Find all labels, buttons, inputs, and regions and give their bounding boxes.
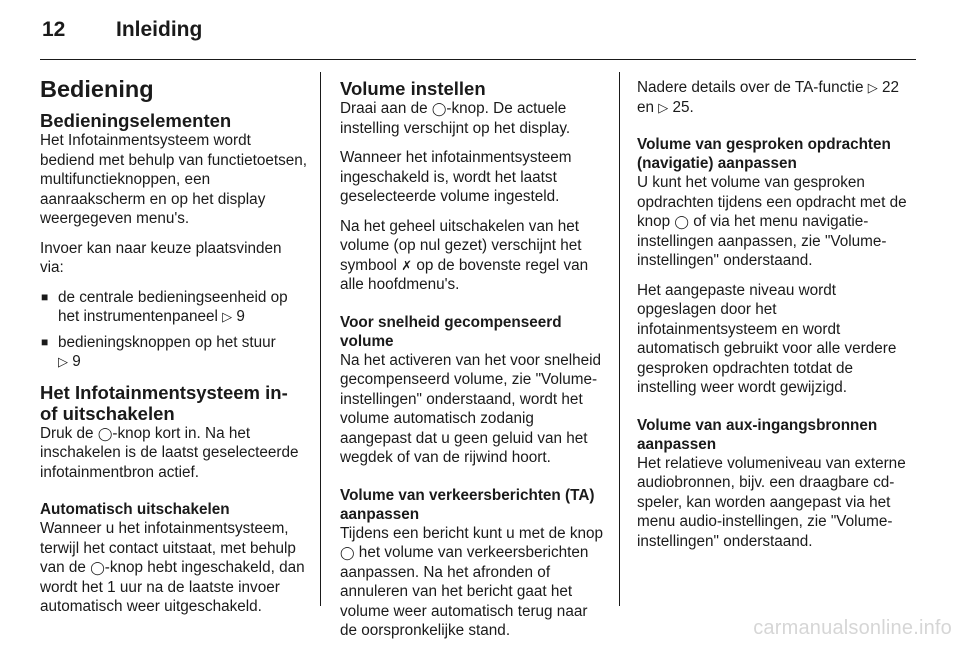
paragraph: Het Infotainmentsysteem wordt bediend met behulp van functietoetsen, multifunctieknoppen, een aanraakscherm en op het display weergegeven menu's. [40,132,308,227]
paragraph: U kunt het volume van gesproken opdrachten tijdens een opdracht met de knop ◯ of via het menu navigatie-instellingen aanpassen, zie "Volume-instellingen" onderstaand. [637,174,907,269]
header-rule [40,59,916,60]
heading-snelheid-gecompenseerd: Voor snelheid gecompenseerd volume [340,313,562,350]
heading-volume-instellen: Volume instellen [340,78,486,99]
page-reference-arrow-icon: ▷ [58,354,68,369]
paragraph: Het aangepaste niveau wordt opgeslagen door het infotainmentsysteem en wordt automatisch gebruikt voor alle verdere gesproken opdrachten totdat de instelling weer wordt gewijzigd. [637,281,897,396]
bullet-list [40,288,308,372]
heading-bedieningselementen: Bedieningselementen [40,110,232,131]
paragraph: Na het activeren van het voor snelheid gecompenseerd volume, zie "Volume-instellingen" onderstaand, wordt het volume automatisch zodanig aangepast dat u geen geluid van het wegdek of van de rijwind hoort. [340,351,602,466]
mute-icon: ✗ [401,257,413,273]
page-reference-arrow-icon: ▷ [658,99,669,115]
list-item [40,288,308,327]
heading-automatisch-uitschakelen: Automatisch uitschakelen [40,501,230,518]
chapter-title: Inleiding [116,18,203,41]
page-reference-arrow-icon: ▷ [222,309,233,324]
column-1 [40,72,308,627]
column-3 [637,72,907,561]
bullet-square-icon: ■ [41,334,49,349]
knob-icon: ◯ [674,214,689,229]
page-reference[interactable]: 22 [881,79,899,96]
paragraph: Druk de ◯-knop kort in. Na het inschakelen is de laatst geselecteerde infotainmentbron actief. [40,424,299,481]
column-2 [340,72,608,651]
page-reference-arrow-icon: ▷ [867,80,878,95]
list-item [40,333,308,372]
section-title-bediening: Bediening [40,76,154,102]
heading-verkeersberichten: Volume van verkeersberichten (TA) aanpassen [340,486,595,523]
page-header [42,18,202,48]
column-divider-1 [320,72,321,606]
page-number: 12 [42,18,66,41]
watermark: carmanualsonline.info [753,617,952,639]
paragraph: Invoer kan naar keuze plaatsvinden via: [40,239,282,276]
paragraph: Na het geheel uitschakelen van het volume (op nul gezet) verschijnt het symbool ✗ op de bovenste regel van alle hoofdmenu's. [340,217,589,293]
column-divider-2 [619,72,620,606]
heading-in-uitschakelen: Het Infotainmentsysteem in- of uitschakelen [40,381,288,424]
paragraph: Het relatieve volumeniveau van externe audiobronnen, bijv. een draagbare cd-speler, kan worden aangepast via het menu audio-instellingen, zie "Volume-instellingen" onderstaand. [637,454,906,550]
knob-icon: ◯ [431,101,447,116]
heading-gesproken-opdrachten: Volume van gesproken opdrachten (navigatie) aanpassen [637,136,891,172]
paragraph: Tijdens een bericht kunt u met de knop ◯ het volume van verkeersberichten aanpassen. Na het afronden of annuleren van het bericht gaat het volume weer automatisch terug naar de oorspronkelijke stand. [340,524,604,639]
page-reference[interactable]: 9 [236,308,245,325]
paragraph: Wanneer het infotainmentsysteem ingeschakeld is, wordt het laatst geselecteerde volume ingesteld. [340,149,572,205]
bullet-square-icon: ■ [41,289,49,304]
heading-aux-ingangsbronnen: Volume van aux-ingangsbronnen aanpassen [637,416,878,453]
paragraph: Nadere details over de TA-functie ▷ 22 en ▷ 25. [637,79,899,116]
list-item-text: bedieningsknoppen op het stuur [58,333,276,351]
knob-icon: ◯ [340,545,355,560]
page-reference[interactable]: 9 [72,353,81,370]
paragraph: Draai aan de ◯-knop. De actuele instelling verschijnt op het display. [340,100,571,137]
knob-icon: ◯ [90,560,105,575]
paragraph: Wanneer u het infotainmentsysteem, terwijl het contact uitstaat, met behulp van de ◯-knop hebt ingeschakeld, dan wordt het 1 uur na de laatste invoer automatisch weer uitgeschakeld. [40,520,305,615]
page-reference[interactable]: 25 [672,98,690,116]
list-item-text: de centrale bedieningseenheid op het instrumentenpaneel [58,288,288,325]
knob-icon: ◯ [97,425,113,441]
